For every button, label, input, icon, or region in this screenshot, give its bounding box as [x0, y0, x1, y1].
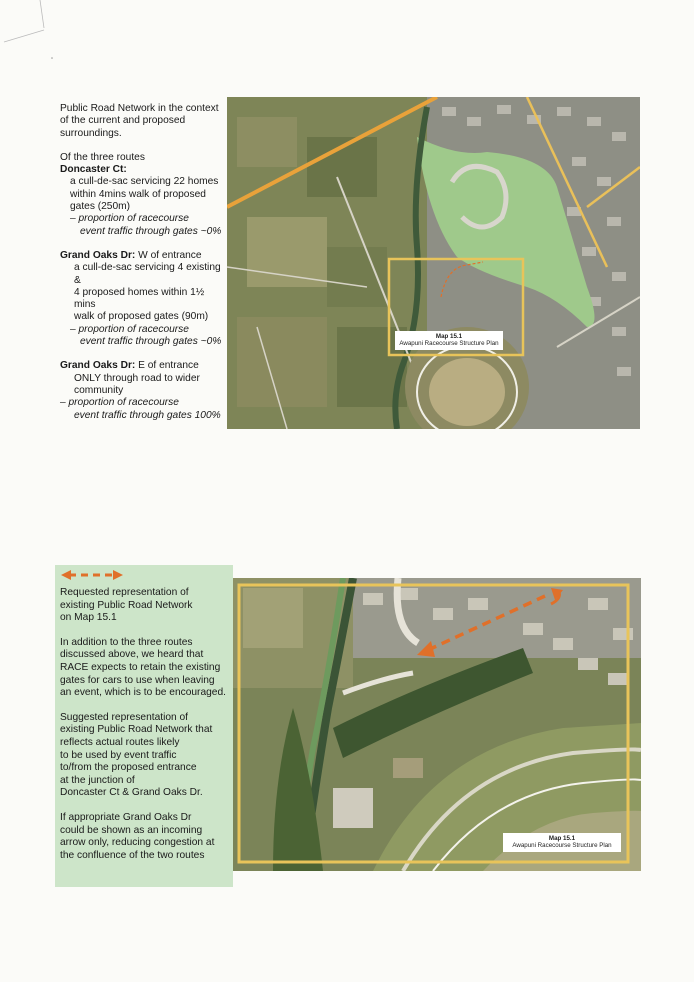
routes-heading: Of the three routes: [60, 151, 145, 163]
legend-line: existing Public Road Network: [60, 599, 193, 611]
intro-line: surroundings.: [60, 127, 122, 139]
route-desc-line: walk of proposed gates (90m): [74, 311, 209, 323]
legend-line: on Map 15.1: [60, 612, 117, 624]
paragraph-line: the confluence of the two routes: [60, 849, 205, 861]
route-title-bold: Grand Oaks Dr:: [60, 360, 136, 372]
legend-line: Requested representation of: [60, 587, 189, 598]
top-map-label: [395, 331, 503, 350]
map-label-subtitle: Awapuni Racecourse Structure Plan: [399, 340, 499, 348]
bottom-aerial-map-graphic: [233, 578, 641, 871]
map-label-title: Map 15.1: [435, 333, 463, 340]
route-proportion-line: – proportion of racecourse: [70, 323, 189, 335]
paragraph-line: arrow only, reducing congestion at: [60, 837, 215, 849]
scan-corner-mark: [0, 0, 80, 80]
intro-line: of the current and proposed: [60, 115, 186, 127]
top-aerial-map-graphic: [227, 97, 640, 429]
route-desc-line: within 4mins walk of proposed: [70, 188, 206, 200]
route-grand-oaks-east-title: [60, 360, 228, 372]
bottom-map-label: [503, 833, 621, 852]
map-label-subtitle: Awapuni Racecourse Structure Plan: [512, 842, 612, 850]
paragraph-line: could be shown as an incoming: [60, 824, 203, 836]
route-desc-line: 4 proposed homes within 1½ mins: [74, 286, 205, 311]
bottom-aerial-map: [233, 578, 641, 871]
route-title-bold: Grand Oaks Dr:: [60, 249, 136, 261]
route-desc-line: a cull-de-sac servicing 22 homes: [70, 176, 219, 188]
map-label-title: Map 15.1: [548, 835, 576, 842]
paragraph-line: existing Public Road Network that: [60, 724, 213, 736]
paragraph-line: Doncaster Ct & Grand Oaks Dr.: [60, 787, 203, 799]
route-desc-line: ONLY through road to wider: [74, 372, 200, 384]
route-proportion-line: – proportion of racecourse: [60, 397, 179, 409]
paragraph-line: Suggested representation of: [60, 711, 189, 723]
top-route-description: [60, 103, 228, 422]
route-desc-line: gates (250m): [70, 201, 131, 213]
route-title-rest: W of entrance: [135, 249, 202, 261]
route-proportion-line: – proportion of racecourse: [70, 213, 189, 225]
route-proportion-line: event traffic through gates 100%: [74, 409, 221, 421]
paragraph-line: to be used by event traffic: [60, 749, 177, 761]
paragraph-line: reflects actual routes likely: [60, 736, 180, 748]
paragraph-line: In addition to the three routes: [60, 636, 193, 648]
paragraph-line: an event, which is to be encouraged.: [60, 687, 226, 699]
route-proportion-line: event traffic through gates ~0%: [80, 225, 222, 237]
paragraph-line: gates for cars to use when leaving: [60, 674, 215, 686]
paragraph-line: to/from the proposed entrance: [60, 762, 197, 774]
paragraph-line: at the junction of: [60, 774, 135, 786]
green-panel-text: [60, 587, 232, 862]
paragraph-line: discussed above, we heard that: [60, 649, 204, 661]
route-desc-line: a cull-de-sac servicing 4 existing &: [74, 262, 221, 286]
dashed-double-arrow-icon: [59, 569, 125, 581]
green-note-panel: [55, 565, 233, 887]
route-proportion-line: event traffic through gates ~0%: [80, 336, 222, 348]
route-grand-oaks-west-title: [60, 250, 228, 262]
paragraph-line: RACE expects to retain the existing: [60, 661, 221, 673]
route-desc-line: community: [74, 384, 124, 396]
route-title-rest: E of entrance: [135, 360, 199, 372]
top-aerial-map: [227, 97, 640, 429]
route-doncaster-title: Doncaster Ct:: [60, 164, 127, 176]
intro-line: Public Road Network in the context: [60, 103, 219, 114]
paragraph-line: If appropriate Grand Oaks Dr: [60, 811, 192, 823]
